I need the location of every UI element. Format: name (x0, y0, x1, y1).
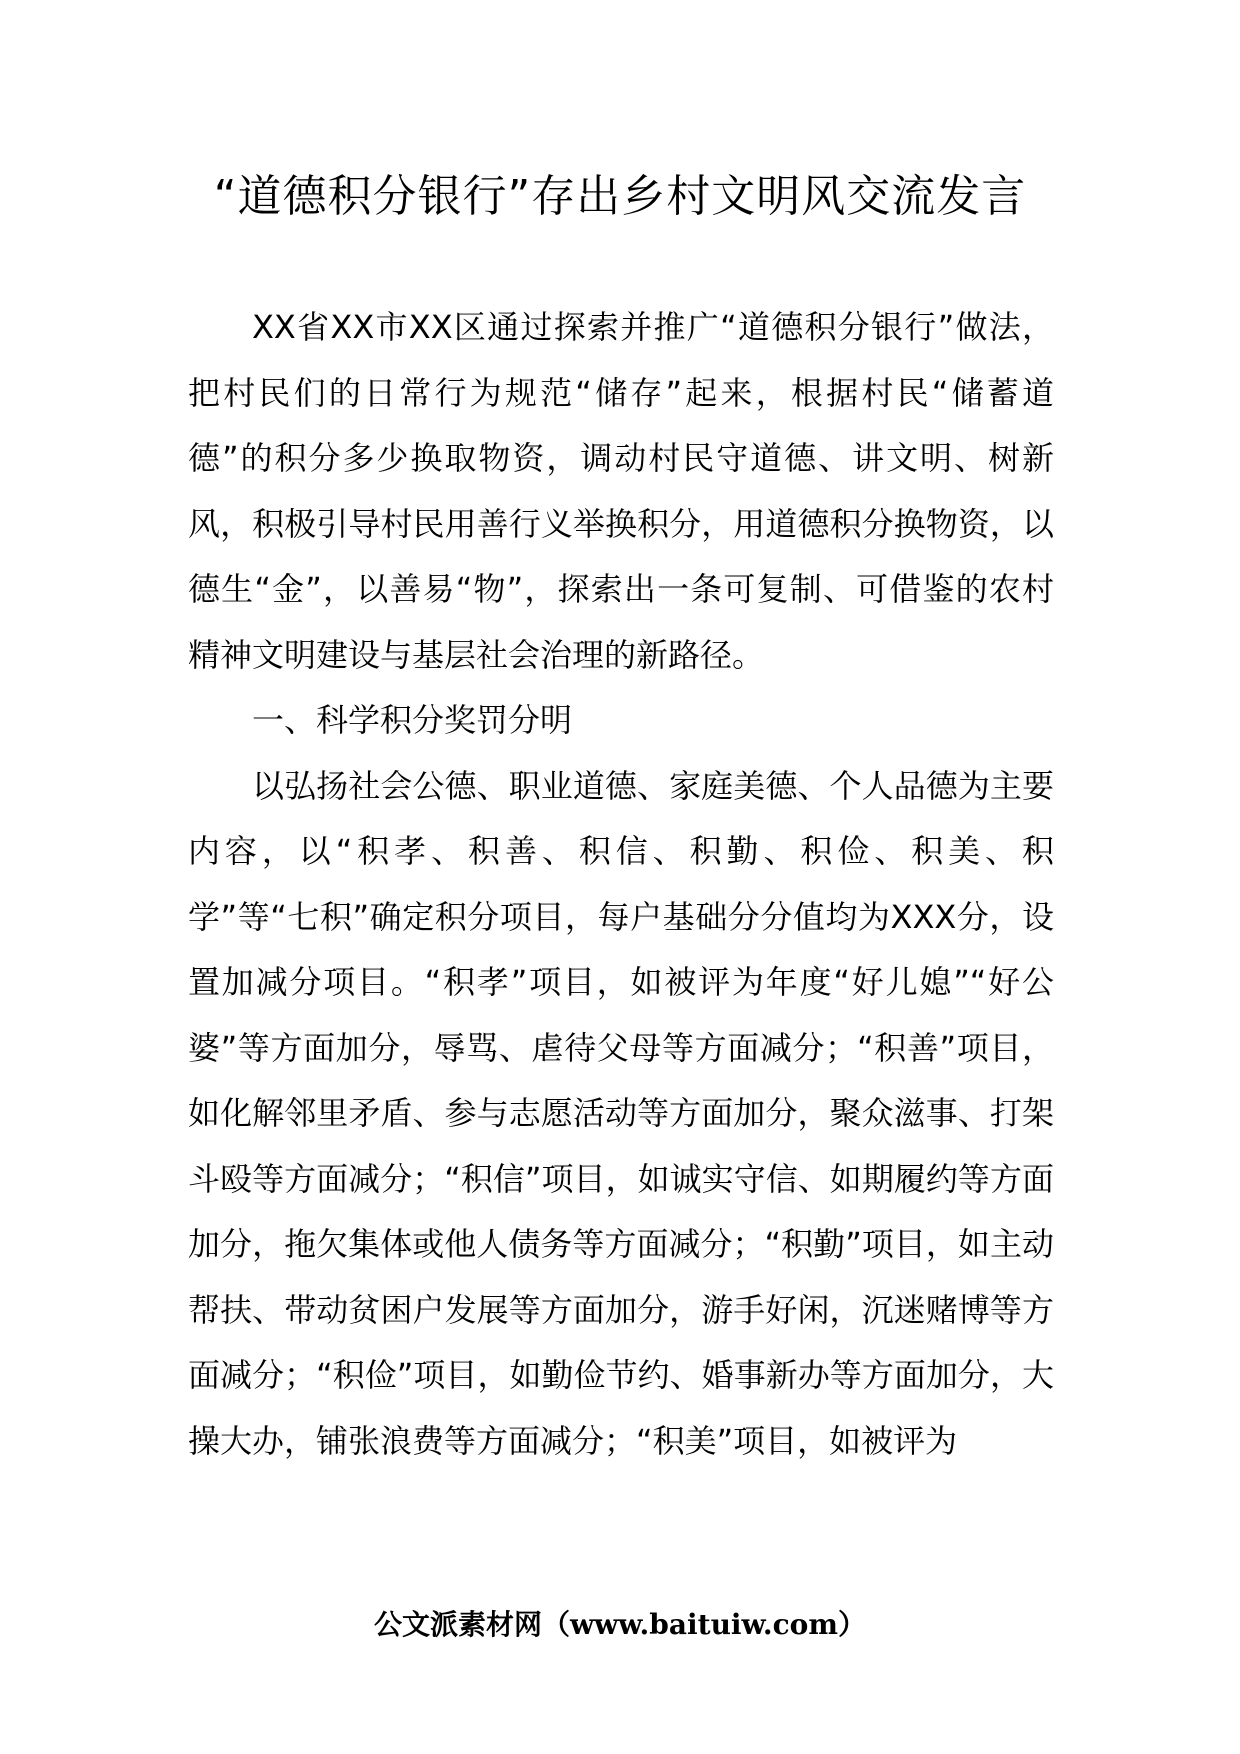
section-paragraph: 以弘扬社会公德、职业道德、家庭美德、个人品德为主要内容，以“积孝、积善、积信、积勤、积俭、积美、积学”等“七积”确定积分项目，每户基础分分值均为XXX分，设置加减分项目。“积孝”项目，如被评为年度“好儿媳”“好公婆”等方面加分，辱骂、虐待父母等方面减分；“积善”项目，如化解邻里矛盾、参与志愿活动等方面加分，聚众滋事、打架斗殴等方面减分；“积信”项目，如诚实守信、如期履约等方面加分，拖欠集体或他人债务等方面减分；“积勤”项目，如主动帮扶、带动贫困户发展等方面加分，游手好闲，沉迷赌博等方面减分；“积俭”项目，如勤俭节约、婚事新办等方面加分，大操大办，铺张浪费等方面减分；“积美”项目，如被评为 (188, 766, 1054, 1460)
intro-paragraph: XX省XX市XX区通过探索并推广“道德积分银行”做法，把村民们的日常行为规范“储存”起来，根据村民“储蓄道德”的积分多少换取物资，调动村民守道德、讲文明、树新风，积极引导村民用善行义举换积分，用道德积分换物资，以德生“金”，以善易“物”，探索出一条可复制、可借鉴的农村精神文明建设与基层社会治理的新路径。 (188, 308, 1054, 674)
section-heading: 一、科学积分奖罚分明 (252, 701, 573, 739)
document-body (188, 295, 1054, 1474)
document-title: “道德积分银行”存出乡村文明风交流发言 (213, 171, 1027, 222)
footer-watermark: 公文派素材网（www.baituiw.com） (374, 1608, 866, 1641)
